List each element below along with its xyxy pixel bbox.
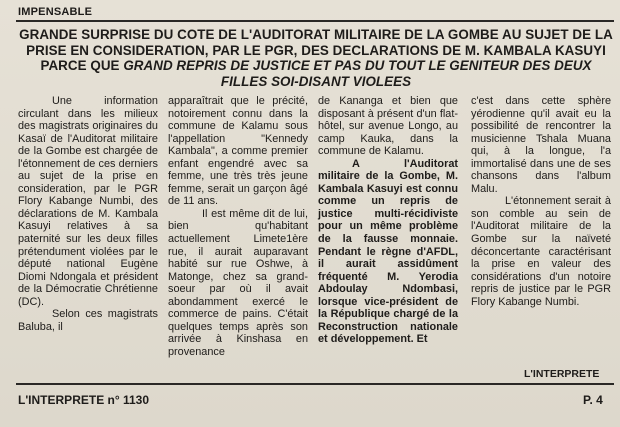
column-3-paragraph-1: de Kananga et bien que disposant à présent d'un flat-hôtel, sur avenue Longo, au camp Kauka, dans la commune de Kalamu. — [318, 95, 458, 158]
headline-main: GRANDE SURPRISE DU COTE DE L'AUDITORAT MILITAIRE DE LA GOMBE AU SUJET DE LA PRISE EN CONSIDERATION, PAR LE PGR, DES DECLARATIONS DE M. KAMBALA KASUYI PARCE QUE — [19, 27, 613, 74]
column-4-paragraph-2: L'étonnement serait à son comble au sein de l'Auditorat militaire de la Gombe sur la naïveté déconcertante caractérisant la prise en valeur des considérations d'un notoire repris de justice par le PGR Flory Kabange Numbi. — [471, 195, 611, 308]
top-rule — [16, 20, 614, 22]
headline — [16, 27, 616, 89]
article-column-4 — [471, 95, 611, 308]
column-4-paragraph-1: c'est dans cette sphère yérodienne qu'il avait eu la possibilité de rencontrer la musicienne Tshala Muana qui, à la longue, l'a immortalisé dans une de ses chansons dans l'album Malu. — [471, 95, 611, 195]
article-column-3 — [318, 95, 458, 346]
section-tag: IMPENSABLE — [18, 6, 93, 18]
author-signature: L'INTERPRETE — [524, 368, 600, 380]
article-column-2 — [168, 95, 308, 358]
publication-issue: L'INTERPRETE n° 1130 — [18, 393, 150, 407]
bottom-rule — [16, 383, 614, 385]
column-3-paragraph-2: A l'Auditorat militaire de la Gombe, M. Kambala Kasuyi est connu comme un repris de justice multi-récidiviste pour un même problème de la fausse monnaie. Pendant le règne d'AFDL, il aurait assidûment fréquenté M. Yerodia Abdoulay Ndombasi, lorsque vice-président de la République chargé de la Reconstruction nationale et développement. Et — [318, 157, 458, 346]
column-1-paragraph-2: Selon ces magistrats Baluba, il — [18, 308, 158, 333]
headline-italic: GRAND REPRIS DE JUSTICE ET PAS DU TOUT LE GENITEUR DES DEUX FILLES SOI-DISANT VIOLEES — [123, 58, 592, 89]
column-1-paragraph-1: Une information circulant dans les milieux des magistrats originaires du Kasaï de l'Auditorat militaire de la Gombe est chargée de l'étonnement de ces derniers au sujet de la prise en consideration, par le PGR Flory Kabange Numbi, des déclarations de M. Kambala Kasuyi relatives à sa paternité sur les deux filles prétendument violées par le député national Eugène Diomi Ndongala et président de la Démocratie Chrétienne (DC). — [18, 95, 158, 308]
page-number: P. 4 — [583, 393, 603, 407]
column-2-paragraph-1: apparaîtrait que le précité, notoirement connu dans la commune de Kalamu sous l'appellation "Kennedy Kambala", a comme premier enfant engendré avec sa femme, une très très jeune femme, serait un garçon âgé de 11 ans. — [168, 95, 308, 208]
article-column-1 — [18, 95, 158, 333]
column-2-paragraph-2: Il est même dit de lui, bien qu'habitant actuellement Limete1ère rue, il aurait auparavant habité sur rue Oshwe, à Matonge, chez sa grand-soeur par où il avait abondamment exercé le commerce de pains. C'était quelques temps après son arrivée à Kinshasa en provenance — [168, 207, 308, 358]
